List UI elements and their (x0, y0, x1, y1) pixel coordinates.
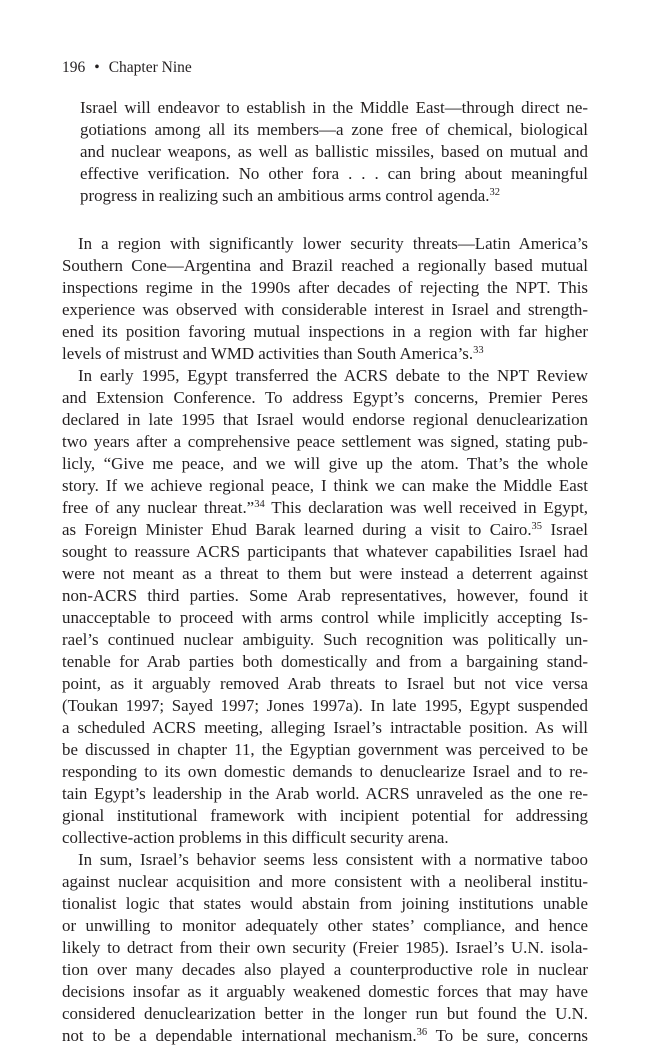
page-number: 196 (62, 59, 86, 76)
paragraph-2-text: as Foreign Minister Ehud Barak learned during a visit to Cairo. (62, 520, 532, 539)
paragraph-2-line: be discussed in chapter 11, the Egyptian government was perceived to be (62, 740, 588, 759)
paragraph-2-line: unacceptable to proceed with arms control while implicitly accepting Is- (62, 608, 588, 627)
paragraph-1-line: In a region with significantly lower security threats—Latin America’s (78, 234, 588, 253)
paragraph-2-line: gional institutional framework with incipient potential for addressing (62, 806, 588, 825)
paragraph-1-line: ened its position favoring mutual inspections in a region with far higher (62, 322, 588, 341)
paragraph-3-line: against nuclear acquisition and more consistent with a neoliberal institu- (62, 872, 588, 891)
paragraph-3-line (62, 1025, 588, 1047)
paragraph-3-line: likely to detract from their own security (Freier 1985). Israel’s U.N. isola- (62, 938, 588, 957)
paragraph-1-line: inspections regime in the 1990s after decades of rejecting the NPT. This (62, 278, 588, 297)
quote-line: gotiations among all its members—a zone free of chemical, biological (80, 120, 588, 139)
body-text (62, 233, 588, 1047)
paragraph-2-line: were not meant as a threat to them but were instead a deterrent against (62, 564, 588, 583)
paragraph-2-line: collective-action problems in this difficult security arena. (62, 828, 449, 847)
running-header (62, 58, 192, 78)
paragraph-1-line: Southern Cone—Argentina and Brazil reached a regionally based mutual (62, 256, 588, 275)
paragraph-2-line: licly, “Give me peace, and we will give up the atom. That’s the whole (62, 454, 588, 473)
footnote-ref: 36 (416, 1027, 428, 1038)
paragraph-3-line: In sum, Israel’s behavior seems less consistent with a normative taboo (78, 850, 588, 869)
block-quote (80, 97, 588, 207)
paragraph-2-line (62, 519, 588, 541)
paragraph-3-text: not to be a dependable international mechanism. (62, 1026, 417, 1045)
paragraph-2-line: and Extension Conference. To address Egypt’s concerns, Premier Peres (62, 388, 588, 407)
paragraph-2-line: tain Egypt’s leadership in the Arab world. ACRS unraveled as the one re- (62, 784, 588, 803)
paragraph-2-line: rael’s continued nuclear ambiguity. Such recognition was politically un- (62, 630, 588, 649)
paragraph-3-line: considered denuclearization better in the longer run but found the U.N. (62, 1004, 588, 1023)
chapter-title: Chapter Nine (108, 59, 192, 76)
paragraph-2-text: free of any nuclear threat.” (62, 498, 255, 517)
paragraph-2-line: sought to reassure ACRS participants that whatever capabilities Israel had (62, 542, 588, 561)
quote-line: Israel will endeavor to establish in the Middle East—through direct ne- (80, 98, 588, 117)
paragraph-2-line: tenable for Arab parties both domestically and from a bargaining stand- (62, 652, 588, 671)
quote-line (80, 185, 588, 207)
paragraph-2-line: story. If we achieve regional peace, I think we can make the Middle East (62, 476, 588, 495)
paragraph-1-line-text: levels of mistrust and WMD activities than South America’s. (62, 344, 474, 363)
quote-line: and nuclear weapons, as well as ballistic missiles, based on mutual and (80, 142, 588, 161)
paragraph-2-line: two years after a comprehensive peace settlement was signed, stating pub- (62, 432, 588, 451)
paragraph-1-line: experience was observed with considerable interest in Israel and strength- (62, 300, 588, 319)
header-separator: • (94, 59, 100, 76)
paragraph-2-line: point, as it arguably removed Arab threats to Israel but not vice versa (62, 674, 588, 693)
paragraph-2-line: non-ACRS third parties. Some Arab representatives, however, found it (62, 586, 588, 605)
footnote-ref: 33 (473, 345, 484, 356)
paragraph-2-text: This declaration was well received in Egypt, (264, 498, 588, 517)
paragraph-3-text: To be sure, concerns (427, 1026, 588, 1045)
footnote-ref: 34 (254, 499, 265, 510)
paragraph-1-line (62, 343, 588, 365)
paragraph-2-line: responding to its own domestic demands to denuclearize Israel and to re- (62, 762, 588, 781)
quote-line-text: progress in realizing such an ambitious arms control agenda. (80, 186, 490, 205)
paragraph-3-line: decisions insofar as it arguably weakened domestic forces that may have (62, 982, 588, 1001)
paragraph-3-line: tion over many decades also played a counterproductive role in nuclear (62, 960, 588, 979)
paragraph-3-line: or unwilling to monitor adequately other states’ compliance, and hence (62, 916, 588, 935)
paragraph-2-line: In early 1995, Egypt transferred the ACRS debate to the NPT Review (78, 366, 588, 385)
paragraph-3-line: tionalist logic that states would abstain from joining institutions unable (62, 894, 588, 913)
paragraph-2-line: a scheduled ACRS meeting, alleging Israel’s intractable position. As will (62, 718, 588, 737)
paragraph-2-line: (Toukan 1997; Sayed 1997; Jones 1997a). In late 1995, Egypt suspended (62, 696, 588, 715)
paragraph-2-line: declared in late 1995 that Israel would endorse regional denuclearization (62, 410, 588, 429)
paragraph-2-line (62, 497, 588, 519)
quote-line: effective verification. No other fora . . . can bring about meaningful (80, 164, 588, 183)
footnote-ref: 32 (489, 187, 500, 198)
paragraph-2-text: Israel (542, 520, 588, 539)
footnote-ref: 35 (531, 521, 543, 532)
